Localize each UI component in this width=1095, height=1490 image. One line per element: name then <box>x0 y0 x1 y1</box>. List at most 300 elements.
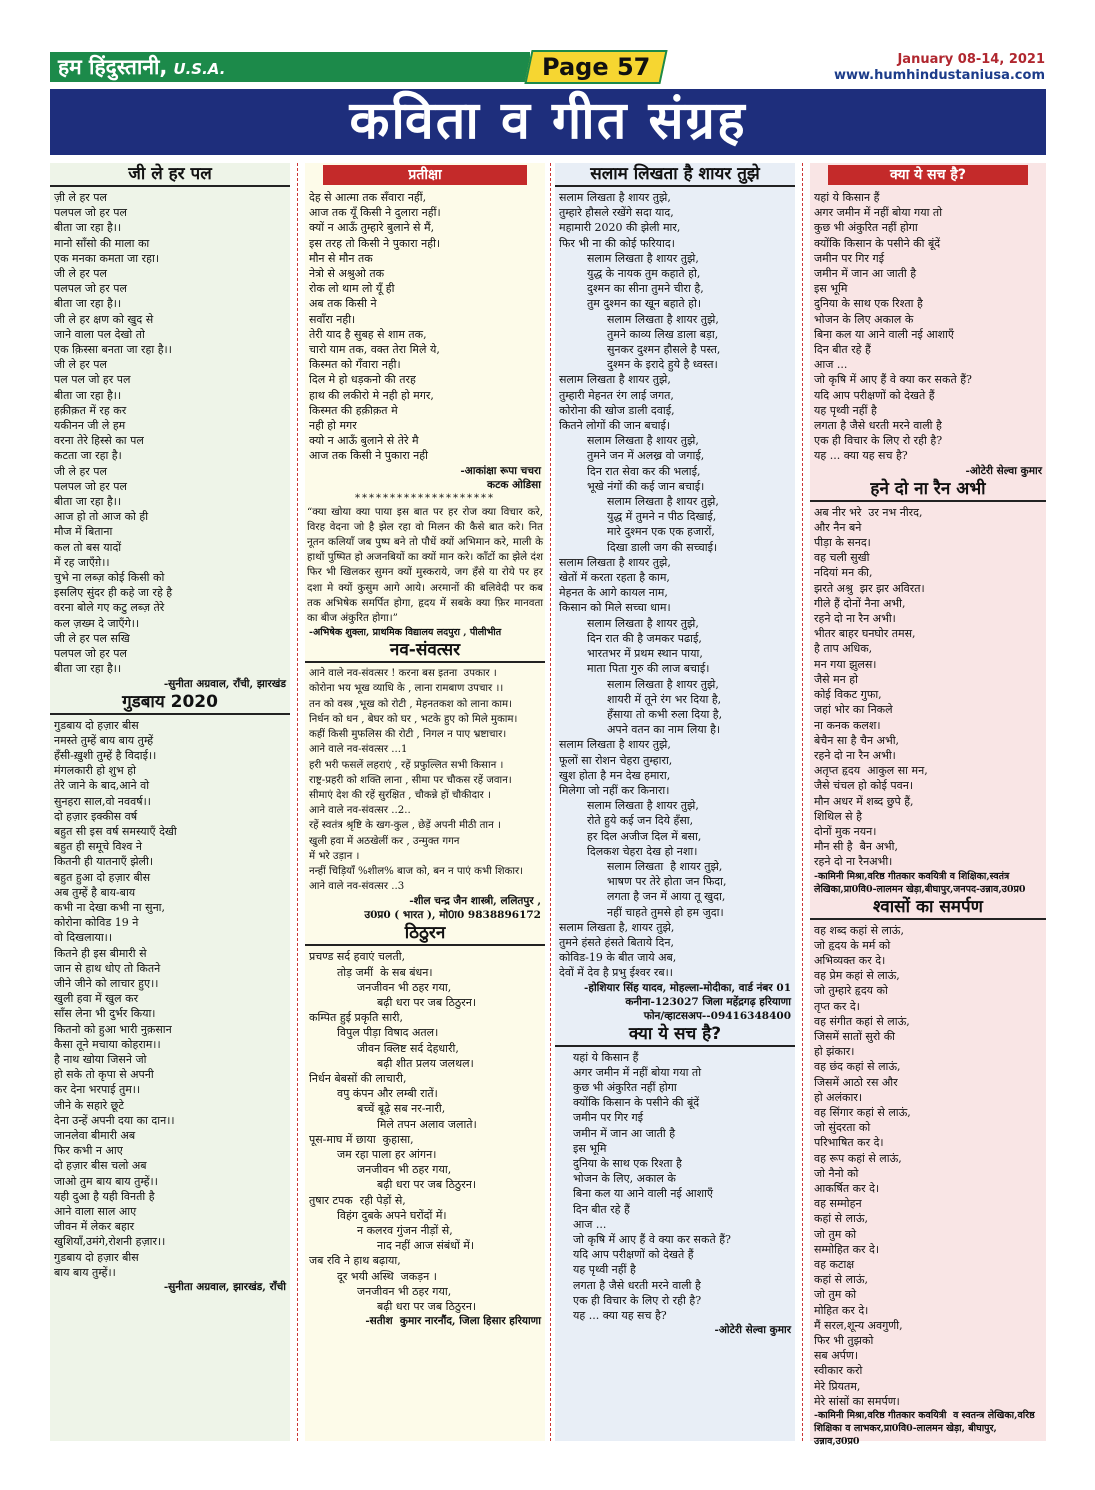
poem-line: तेरे जाने के बाद,आने वो <box>54 779 150 793</box>
poem-line: सलाम लिखता है शायर तुझे, <box>587 616 699 630</box>
poem-line: इसलिए सुंदर ही कहे जा रहे है <box>54 586 173 600</box>
poem-title: श्वासों का समर्पण <box>810 896 1046 920</box>
poem-line: शायरी में तूने रंग भर दिया है, <box>607 692 722 706</box>
poem-line: देह से आत्मा तक सँवारा नहीं, <box>309 191 427 204</box>
poem-line: यदि आप परीक्षणों को देखते हैं <box>573 1248 694 1262</box>
poem-line: वरना तेरे हिस्से का पल <box>54 434 144 448</box>
poem-body <box>50 190 290 677</box>
poem-line: कम्पित हुई प्रकृति सारी, <box>309 1011 404 1025</box>
poem-line: जो हृदय के मर्म को <box>814 938 891 952</box>
poem-line: तुम्हारे हौसले रखेंगे सदा याद, <box>559 206 674 220</box>
poem-title: जी ले हर पल <box>50 163 290 187</box>
poem-line: मंगलकारी हो शुभ हो <box>54 764 136 778</box>
poem-line: बेचैन सा है चैन अभी, <box>814 733 900 747</box>
poem-line: सलाम लिखता है शायर तुझे, <box>587 434 699 448</box>
poem-line: कोविड-19 के बीत जाये अब, <box>559 951 677 965</box>
poem-body <box>305 190 545 464</box>
poem-line: अब तुम्हें है बाय-बाय <box>54 885 136 899</box>
poem-line: आज तक यूँ किसी ने दुलारा नहीं। <box>309 206 441 220</box>
poem-line: भाषण पर तेरे होता जन फिदा, <box>607 875 727 889</box>
poem-line: सलाम लिखता है शायर तुझे, <box>587 799 699 813</box>
poem-line: प्रचण्ड सर्द हवाएं चलती, <box>309 950 406 964</box>
poem-body <box>810 190 1046 464</box>
poem-line: यह पृथ्वी नहीं है <box>814 403 877 417</box>
section-banner: कविता व गीत संग्रह <box>50 89 1046 155</box>
poem-line: सलाम लिखता है शायर तुझे, <box>607 495 719 509</box>
poem-line: सीमाएं देश की रहें सुरक्षित , चौकन्ने हों चौकीदार । <box>309 789 491 801</box>
poem-line: पल पल जो हर पल <box>54 373 131 387</box>
poem-line: कितनो को हुआ भारी नुक़सान <box>54 1022 172 1036</box>
poem-line: क्योंकि किसान के पसीने की बूंदें <box>814 236 941 250</box>
poem-line: कितनी ही यातनाएँ झेली। <box>54 855 154 869</box>
poem-line: लगता है जैसे धरती मरने वाली है <box>814 419 942 433</box>
poem-line: सलाम लिखता है शायर तुझे, <box>559 555 671 569</box>
poem-author: -सतीश कुमार नारनौंद, जिला हिसार हरियाणा <box>365 1315 541 1328</box>
logo-subtitle: U.S.A. <box>173 60 226 78</box>
poem-line: बीता जा रहा है।। <box>54 221 122 235</box>
column-1 <box>50 163 290 1441</box>
poem-line: राष्ट्र-प्रहरी को शक्ति लाना , सीमा पर चौकस रहें जवान। <box>309 774 512 786</box>
poem-line: जीवन में लेकर बहार <box>54 1220 135 1234</box>
poem-line: दुनिया के साथ एक रिश्ता है <box>814 297 923 311</box>
poem-body <box>305 666 545 894</box>
poem-body <box>555 1050 795 1324</box>
poem-line: दो हज़ार बीस चलो अब <box>54 1159 147 1173</box>
poem-line: जो कृषि में आए हैं वे क्या कर सकते हैं? <box>814 373 972 387</box>
poem-line: एक क़िस्सा बनता जा रहा है।। <box>54 343 172 357</box>
poem-line: चुभे ना लब्ज़ कोई किसी को <box>54 571 165 585</box>
poem-line: बहुत हुआ दो हज़ार बीस <box>54 870 151 884</box>
poem-line: यह पृथ्वी नहीं है <box>573 1263 636 1277</box>
poem-line: जहां भोर का निकले <box>814 703 893 717</box>
logo-text: हम हिंदुस्तानी, <box>58 55 168 79</box>
poem-line: हो अलंकार। <box>814 1090 863 1104</box>
poem-line: किस्मत की हक़ीक़त मे <box>309 403 398 417</box>
poem-line: मारे दुश्मन एक एक हजारों, <box>607 525 715 539</box>
poem-line: इस भूमि <box>814 282 848 296</box>
separator-stars: ******************** <box>355 492 495 504</box>
poem-line: नाद नहीं आज संबंधों में। <box>377 1239 475 1253</box>
poem-line: जनजीवन भी ठहर गया, <box>357 980 452 994</box>
poem-line: खुशियाँ,उमंगे,रोशनी हज़ार।। <box>54 1235 166 1249</box>
poem-title: प्रतीक्षा <box>323 165 527 185</box>
poem-line: दूर भयी अस्थि जकड़न । <box>337 1269 437 1283</box>
poem-prose: “क्या खोया क्या पाया इस बात पर हर रोज क्या विचार करे, विरह वेदना जो है झेल रहा वो मिलन की कैसे बात करे। नित नूतन कलियाँ जब पुष्प बने तो पौधें क्यों अभिमान करे, माली के हाथों पुष्पित हो अजनबियों का क्यों मान करे। काँटों का झेले दंश फिर भी खिलकर सुमन क्यों मुस्कराये, जग हँसे या रोये पर हर दशा मे क्यों कुसुम आगे आये। अरमानों की बलिवेदी पर कब तक अभिषेक समर्पित होगा, हृदय में सबके क्या फ़िर मानवता का बीज अंकुरित होगा।” <box>307 505 543 625</box>
poem-line: यह ... क्या यह सच है? <box>573 1309 667 1323</box>
poem-line: निर्धन को धन , बेघर को घर , भटके हुए को मिले मुकाम। <box>309 713 518 725</box>
poem-line: महामारी 2020 की झेली मार, <box>559 221 681 235</box>
poem-line: है ताप अधिक, <box>814 642 873 656</box>
poem-line: सलाम लिखता है, शायर तुझे, <box>559 920 675 934</box>
poem-author: -सुनीता अग्रवाल, झारखंड, राँची <box>163 1281 286 1294</box>
poem-line: कैसा तूने मचाया कोहराम।। <box>54 1037 161 1051</box>
poem-line: इस भूमि <box>573 1141 607 1155</box>
poem-line: सवाँरा नही। <box>309 312 356 326</box>
poem-line: सब अर्पण। <box>814 1349 858 1363</box>
poem-line: आने वाले नव-संवत्सर ...1 <box>309 744 408 756</box>
poem-author: -शील चन्द्र जैन शास्त्री, ललितपुर , उ0प्र0 ( भारत ), मो0ा0 9838896172 <box>364 895 541 922</box>
poem-line: फूलों सा रोशन चेहरा तुम्हारा, <box>559 753 673 767</box>
poem-line: गुडबाय दो हज़ार बीस <box>54 718 139 732</box>
poem-line: बीता जा रहा है।। <box>54 388 122 402</box>
column-divider <box>550 163 551 1441</box>
poem-line: कहां से लाऊं, <box>814 1212 869 1226</box>
poem-line: मानो साँसो की माला का <box>54 236 150 250</box>
poem-line: तेरी याद है सुबह से शाम तक, <box>309 327 427 341</box>
poem-line: दिन बीत रहे हैं <box>814 343 871 357</box>
poem-line: आने वाले नव-संवत्सर ..3 <box>309 881 405 893</box>
poem-line: अब तक किसी ने <box>309 297 377 311</box>
poem-line: माता पिता गुरु की लाज बचाई। <box>587 662 710 676</box>
poem-line: जानलेवा बीमारी अब <box>54 1128 136 1142</box>
poem-line: दिन रात सेवा कर की भलाई, <box>587 464 701 478</box>
poem-body <box>555 190 795 981</box>
poem-line: हाथ की लकीरो मे नही हो मगर, <box>309 388 434 402</box>
poem-line: गुडबाय दो हज़ार बीस <box>54 1250 139 1264</box>
poem-line: हँसी-ख़ुशी तुम्हें है विदाई।। <box>54 748 157 762</box>
poem-line: जमीन पर गिर गई <box>573 1111 644 1125</box>
poem-line: आज तक किसी ने पुकारा नही <box>309 449 428 463</box>
poem-line: जी ले हर पल सखि <box>54 631 130 645</box>
poem-line: न कलरव गुंजन नीड़ों से, <box>357 1223 453 1237</box>
poem-line: पीड़ा के सनद। <box>814 536 871 550</box>
poem-body <box>50 718 290 1281</box>
poem-line: नेत्रो से अश्रुओ तक <box>309 267 385 281</box>
poem-line: वह सम्मोहन <box>814 1197 862 1211</box>
poem-line: पलपल जो हर पल <box>54 206 127 220</box>
poem-line: विहंग दुबके अपने घरोंदों में। <box>337 1208 447 1222</box>
poem-line: बाय बाय तुम्हें।। <box>54 1265 116 1279</box>
poem-line: क्योंकि किसान के पसीने की बूंदें <box>573 1096 700 1110</box>
poem-author: -ओटेरी सेल्वा कुमार <box>714 1324 791 1337</box>
poem-line: बीता जा रहा है।। <box>54 662 122 676</box>
poem-line: विपुल पीड़ा विषाद अतल। <box>337 1026 439 1040</box>
poem-line: किसान को मिले सच्चा धाम। <box>559 601 671 615</box>
poem-line: रहने दो ना रैन अभी। <box>814 612 896 626</box>
poem-line: जो तुम को <box>814 1288 857 1302</box>
poem-line: यह ... क्या यह सच है? <box>814 449 908 463</box>
poem-line: ना कनक कलश। <box>814 718 881 732</box>
poem-line: कल ज़ख्म दे जाएँगे।। <box>54 616 140 630</box>
poem-line: हो सके तो कृपा से अपनी <box>54 1068 154 1082</box>
poem-line: आज हो तो आज को ही <box>54 510 149 524</box>
poem-line: हँसाया तो कभी रुला दिया है, <box>607 707 723 721</box>
poem-line: कोरोना की खोज डाली दवाई, <box>559 403 675 417</box>
poem-line: जैसे चंचल हो कोई पवन। <box>814 779 914 793</box>
poem-line: चारो याम तक, वक्त तेरा मिले ये, <box>309 343 440 357</box>
poem-line: कोई विकट गुफा, <box>814 688 882 702</box>
poem-line: जमीन पर गिर गई <box>814 251 885 265</box>
poem-line: दुश्मन का सीना तुमने चीरा है, <box>587 282 704 296</box>
website-url: www.humhindustaniusa.com <box>833 68 1045 83</box>
poem-line: आने वाले नव-संवत्सर ! करना बस इतना उपकार । <box>309 668 497 680</box>
poem-line: निर्धन बेबसों की लाचारी, <box>309 1071 407 1085</box>
poem-line: मौन अधर में शब्द छुपे हैं, <box>814 794 914 808</box>
poem-line: सुनकर दुश्मन हौसले है पस्त, <box>607 343 721 357</box>
poem-line: जनजीवन भी ठहर गया, <box>357 1163 452 1177</box>
poem-line: आने वाले नव-संवत्सर ..2.. <box>309 805 411 817</box>
poem-line: में भरे उड़ान । <box>309 850 360 862</box>
poem-title: गुडबाय 2020 <box>50 691 290 715</box>
poem-line: तन को वस्त्र ,भूख को रोटी , मेहनतकश को लाना काम। <box>309 698 512 710</box>
poem-line: जम रहा पाला हर आंगन। <box>337 1147 437 1161</box>
poem-line: वह चली सुखी <box>814 551 870 565</box>
poem-line: जैसे मन हो <box>814 672 858 686</box>
poem-line: दुनिया के साथ एक रिश्ता है <box>573 1156 682 1170</box>
poem-line: मौज में बिताना <box>54 525 113 539</box>
poem-line: खुश होता है मन देख हमारा, <box>559 768 671 782</box>
poem-line: भोजन के लिए अकाल के <box>814 312 914 326</box>
poem-line: कुछ भी अंकुरित नहीं होगा <box>814 221 918 235</box>
poem-line: जो नैनो को <box>814 1166 859 1180</box>
poem-line: मौन सी है बैन अभी, <box>814 840 899 854</box>
poem-line: तुम दुश्मन का खून बहाते हो। <box>587 297 702 311</box>
poem-line: क्यो न आऊँ बुलाने से तेरे मै <box>309 434 419 448</box>
poem-line: इस तरह तो किसी ने पुकारा नही। <box>309 236 441 250</box>
poem-line: वरना बोले गए कटु लब्ज़ तेरे <box>54 601 165 615</box>
poem-line: मौन से मौन तक <box>309 251 373 265</box>
poem-line: कभी ना देखा कभी ना सुना, <box>54 900 166 914</box>
poem-line: जीवन क्लिष्ट सर्द देहधारी, <box>357 1041 459 1055</box>
poem-title: सलाम लिखता है शायर तुझे <box>555 163 795 187</box>
poem-line: सलाम लिखता है शायर तुझे, <box>559 373 671 387</box>
poem-line: गीले हैं दोनों नैना अभी, <box>814 596 906 610</box>
poem-line: जब रवि ने हाथ बढ़ाया, <box>309 1254 401 1268</box>
poem-line: बीता जा रहा है।। <box>54 495 122 509</box>
poem-line: हक़ीक़त में रह कर <box>54 403 127 417</box>
poem-line: मेहनत के आगे कायल नाम, <box>559 586 668 600</box>
poem-line: पलपल जो हर पल <box>54 647 127 661</box>
poem-line: तुम्हारी मेहनत रंग लाई जगत, <box>559 388 674 402</box>
poem-line: कितने लोगों की जान बचाई। <box>559 419 671 433</box>
poem-line: अगर जमीन में नहीं बोया गया तो <box>573 1065 702 1079</box>
poem-line: मोहित कर दे। <box>814 1303 869 1317</box>
poem-line: जमीन में जान आ जाती है <box>814 267 917 281</box>
poem-line: अभिव्यक्त कर दे। <box>814 953 886 967</box>
poem-line: जमीन में जान आ जाती है <box>573 1126 676 1140</box>
poem-line: पूस-माघ में छाया कुहासा, <box>309 1132 414 1146</box>
poem-body <box>810 505 1046 870</box>
poem-line: बहुत सी इस वर्ष समस्याएँ देखी <box>54 824 177 838</box>
poem-title: नव-संवत्सर <box>305 639 545 663</box>
poem-line: सलाम लिखता है शायर तुझे, <box>559 738 671 752</box>
poem-line: साँस लेना भी दुर्भर किया। <box>54 1007 156 1021</box>
poem-line: यहां ये किसान हैं <box>814 191 880 204</box>
poem-author: -अभिषेक शुक्ला, प्राथमिक विद्यालय लदपुरा , पीलीभीत <box>309 627 502 639</box>
poem-line: फिर कभी न आए <box>54 1144 123 1158</box>
poem-line: जीने के सहारे छूटे <box>54 1098 124 1112</box>
poem-line: बिना कल या आने वाली नई आशाएँ <box>573 1187 713 1201</box>
poem-line: दिलकश चेहरा देख हो नशा। <box>587 844 698 858</box>
poem-line: तुमने काव्य लिख डाला बड़ा, <box>607 327 719 341</box>
poem-line: परिभाषित कर दे। <box>814 1136 884 1150</box>
poem-line: जी ले हर पल <box>54 358 108 372</box>
poem-line: मेरे सांसों का समर्पण। <box>814 1394 900 1408</box>
poem-line: दो हज़ार इक्कीस वर्ष <box>54 809 138 823</box>
poem-line: जी ले हर पल <box>54 267 108 281</box>
page-number-badge <box>524 50 667 84</box>
poem-line: जिसमें आठो रस और <box>814 1075 898 1089</box>
poem-author: -कामिनी मिश्रा,वरिष्ठ गीतकार कवयित्री व स्वतन्त्र लेखिका,वरिष्ठ शिक्षिका व लाभकर,प्रा0वि0-लालमन खेड़ा, बीघापुर, उन्नाव,उ0प्र0 <box>814 1410 1038 1448</box>
poem-author: -आकांक्षा रूपा चचरा कटक ओडिसा <box>460 464 541 491</box>
poem-line: जी ले हर क्षण को खुद से <box>54 312 154 326</box>
poem-line: युद्ध के नायक तुम कहाते हो, <box>587 267 701 281</box>
poem-line: में रह जाएँग़े।। <box>54 555 110 569</box>
column-4 <box>810 163 1046 1448</box>
poem-line: पलपल जो हर पल <box>54 282 127 296</box>
poem-line: बढ़ी धरा पर जब ठिठुरन। <box>377 995 477 1009</box>
poem-line: दिल मे हो धड़कनो की तरह <box>309 373 416 387</box>
poem-line: वो दिखलाया।। <box>54 931 113 945</box>
poem-line: लगता है जैसे धरती मरने वाली है <box>573 1278 701 1292</box>
poem-line: जो सुंदरता को <box>814 1121 871 1135</box>
poem-line: फिर भी तुझको <box>814 1334 874 1348</box>
poem-author: -कामिनी मिश्रा,वरिष्ठ गीतकार कवयित्री व शिक्षिका,स्वतंत्र लेखिका,प्रा0वि0-लालमन खेड़ा,बीघापुर,जनपद-उन्नाव,उ0प्र0 <box>814 870 1026 895</box>
poem-line: दिन बीत रहे हैं <box>573 1202 630 1216</box>
poem-author: -ओटेरी सेल्वा कुमार <box>965 464 1042 477</box>
poem-line: बिना कल या आने वाली नई आशाएँ <box>814 327 954 341</box>
poem-line: जिसमें सातों सुरो की <box>814 1029 895 1043</box>
poem-line: किस्मत को गँवारा नही। <box>309 358 401 372</box>
poem-line: तोड़ जमीं के सब बंधन। <box>337 965 433 979</box>
poem-line: दुश्मन के इरादे हुये है ध्वस्त। <box>607 358 718 372</box>
poem-line: लगता है जन में आया तू खुदा, <box>607 890 726 904</box>
column-2 <box>305 163 545 1441</box>
poem-line: कर देना भरपाई तुम।। <box>54 1083 141 1097</box>
poem-line: आज ... <box>814 358 848 372</box>
poem-line: शिथिल से है <box>814 809 862 823</box>
poem-line: अब नीर भरे उर नभ नीरद, <box>814 505 923 519</box>
poem-line: हरी भरी फसलें लहराएं , रहें प्रफुल्लित सभी किसान । <box>309 759 504 771</box>
poem-line: नमस्ते तुम्हें बाय बाय तुम्हें <box>54 733 154 747</box>
poem-line: स्वीकार करो <box>814 1364 863 1378</box>
poem-line: मिले तपन अलाव जलाते। <box>377 1117 477 1131</box>
poem-line: वपु कंपन और लम्बी रातें। <box>337 1087 438 1101</box>
poem-line: सुनहरा साल,वो नववर्ष।। <box>54 794 151 808</box>
poem-line: आकर्षित कर दे। <box>814 1181 880 1195</box>
poem-body <box>305 949 545 1314</box>
poem-line: बढ़ी धरा पर जब ठिठुरन। <box>377 1300 477 1313</box>
poem-line: सलाम लिखता है शायर तुझे, <box>587 251 699 265</box>
poem-line: पलपल जो हर पल <box>54 479 127 493</box>
poem-line: तृप्त कर दे। <box>814 999 860 1013</box>
poem-line: वह रूप कहां से लाऊं, <box>814 1151 902 1165</box>
poem-line: तुमने जन में अलख्र वो जगाई, <box>587 449 705 463</box>
poem-line: क्यों न आऊँ तुम्हारे बुलाने से मैं, <box>309 221 435 235</box>
poem-line: वह कटाक्ष <box>814 1258 855 1271</box>
poem-title: हने दो ना रैन अभी <box>810 478 1046 502</box>
poem-line: कटता जा रहा है। <box>54 449 122 463</box>
poem-line: दिखा डाली जग की सच्चाई। <box>607 540 718 554</box>
poem-line: सलाम लिखता है शायर तुझे, <box>607 859 723 873</box>
poem-line: बच्चें बूढ़े सब नर-नारी, <box>357 1102 446 1116</box>
poem-line: आज ... <box>573 1217 607 1231</box>
poem-line: सलाम लिखता है शायर तुझे, <box>607 677 719 691</box>
poem-line: बहुत ही समूचे विश्व ने <box>54 840 142 854</box>
poem-line: अतृप्त हृदय आकुल सा मन, <box>814 764 928 778</box>
poem-author: -सुनीता अग्रवाल, राँची, झारखंड <box>163 677 286 690</box>
poem-line: रहने दो ना रैनअभी। <box>814 855 893 869</box>
poem-line: और नैन बने <box>814 520 862 534</box>
poem-line: वह छंद कहां से लाऊं, <box>814 1060 901 1074</box>
poem-line: वह संगीत कहां से लाऊं, <box>814 1014 910 1028</box>
column-divider <box>802 163 803 1441</box>
poem-line: वह प्रेम कहां से लाऊं, <box>814 969 900 983</box>
poem-line: झरते अश्रु झर झर अविरत। <box>814 581 925 595</box>
poem-line: जीने जीने को लाचार हुए।। <box>54 976 159 990</box>
poem-line: मैं सरल,शून्य अवगुणी, <box>814 1318 903 1332</box>
poem-line: यकीनन जी ले हम <box>54 419 126 433</box>
poem-line: मिलेगा जो नहीं कर किनारा। <box>559 783 670 797</box>
poem-line: कितने ही इस बीमारी से <box>54 946 147 960</box>
poem-line: वह सिंगार कहां से लाऊं, <box>814 1105 911 1119</box>
poem-line: कोरोना कोविड 19 ने <box>54 916 139 930</box>
poem-title: ठिठुरन <box>305 922 545 946</box>
poem-line: नही हो मगर <box>309 419 357 433</box>
poem-line: अपने वतन का नाम लिया है। <box>607 723 721 737</box>
poem-line: मेरे प्रियतम, <box>814 1379 861 1393</box>
column-divider <box>297 163 298 1441</box>
poem-line: बढ़ी शीत प्रलय जलथल। <box>377 1056 474 1070</box>
poem-line: बीता जा रहा है।। <box>54 297 122 311</box>
poem-line: भोजन के लिए, अकाल के <box>573 1172 676 1186</box>
poem-line: कुछ भी अंकुरित नहीं होगा <box>573 1080 677 1094</box>
poem-line: कोरोना भय भूख व्याधि के , लाना रामबाण उपचार ।। <box>309 683 504 695</box>
poem-line: भीतर बाहर घनघोर तमस, <box>814 627 916 641</box>
poem-line: मन गया झुलस। <box>814 657 877 671</box>
poem-body <box>810 923 1046 1410</box>
poem-line: भूखे नंगों की कई जान बचाई। <box>587 479 705 493</box>
poem-line: अगर जमीन में नहीं बोया गया तो <box>814 206 943 220</box>
poem-line: सम्मोहित कर दे। <box>814 1242 880 1256</box>
poem-line: दोनों मुक नयन। <box>814 824 877 838</box>
page-number: Page 57 <box>541 53 651 81</box>
poem-line: जी ले हर पल <box>54 464 108 478</box>
poem-line: देवों में देव है प्रभु ईश्वर रब।। <box>559 966 673 980</box>
poem-line: एक ही विचार के लिए रो रही है? <box>573 1293 702 1307</box>
poem-line: नन्हीं चिड़ियाँ %शील% बाज को, बन न पाएं कभी शिकार। <box>309 865 524 877</box>
poem-line: जो कृषि में आए हैं वे क्या कर सकते हैं? <box>573 1233 731 1246</box>
newspaper-logo <box>50 52 530 82</box>
poem-line: खुली हवा में अठखेलीं कर , उन्मुक्त गगन <box>309 835 460 847</box>
poem-line: जो तुम्हारे हृदय को <box>814 984 888 998</box>
poem-line: यहां ये किसान हैं <box>573 1050 639 1064</box>
poem-line: रहें स्वतंत्र श्रृष्टि के खग-कुल , छेड़ें अपनी मीठी तान । <box>309 820 501 832</box>
poem-line: रोक लो थाम लो यूँ ही <box>309 282 395 296</box>
poem-line: युद्ध में तुमने न पीठ दिखाई, <box>607 510 717 524</box>
poem-line: हर दिल अजीज दिल में बसा, <box>587 829 702 843</box>
poem-line: तुषार टपक रही पेड़ों से, <box>309 1193 406 1207</box>
poem-line: एक ही विचार के लिए रो रही है? <box>814 434 943 448</box>
poem-line: नदियां मन की, <box>814 566 873 580</box>
poem-line: ज़ी ले हर पल <box>54 191 108 204</box>
poem-line: नहीं चाहते तुमसे हो हम जुदा। <box>607 905 724 919</box>
column-3 <box>555 163 795 1441</box>
poem-line: यही दुआ है यही विनती है <box>54 1189 155 1203</box>
poem-line: देना उन्हें अपनी दया का दान।। <box>54 1113 175 1127</box>
poem-line: एक मनका कमता जा रहा। <box>54 251 160 265</box>
poem-line: खुली हवा में खुल कर <box>54 992 139 1006</box>
poem-line: जो तुम को <box>814 1227 857 1241</box>
poem-line: फिर भी ना की कोई फरियाद। <box>559 236 675 250</box>
poem-line: जाओ तुम बाय बाय तुम्हें।। <box>54 1174 158 1188</box>
poem-title: क्या ये सच है? <box>555 1023 795 1047</box>
issue-date: January 08-14, 2021 <box>897 52 1045 67</box>
masthead <box>0 0 1095 90</box>
poem-line: बढ़ी धरा पर जब ठिठुरन। <box>377 1178 477 1192</box>
poem-line: भारतभर में प्रथम स्थान पाया, <box>587 647 703 661</box>
poem-line: आने वाला साल आए <box>54 1205 137 1218</box>
